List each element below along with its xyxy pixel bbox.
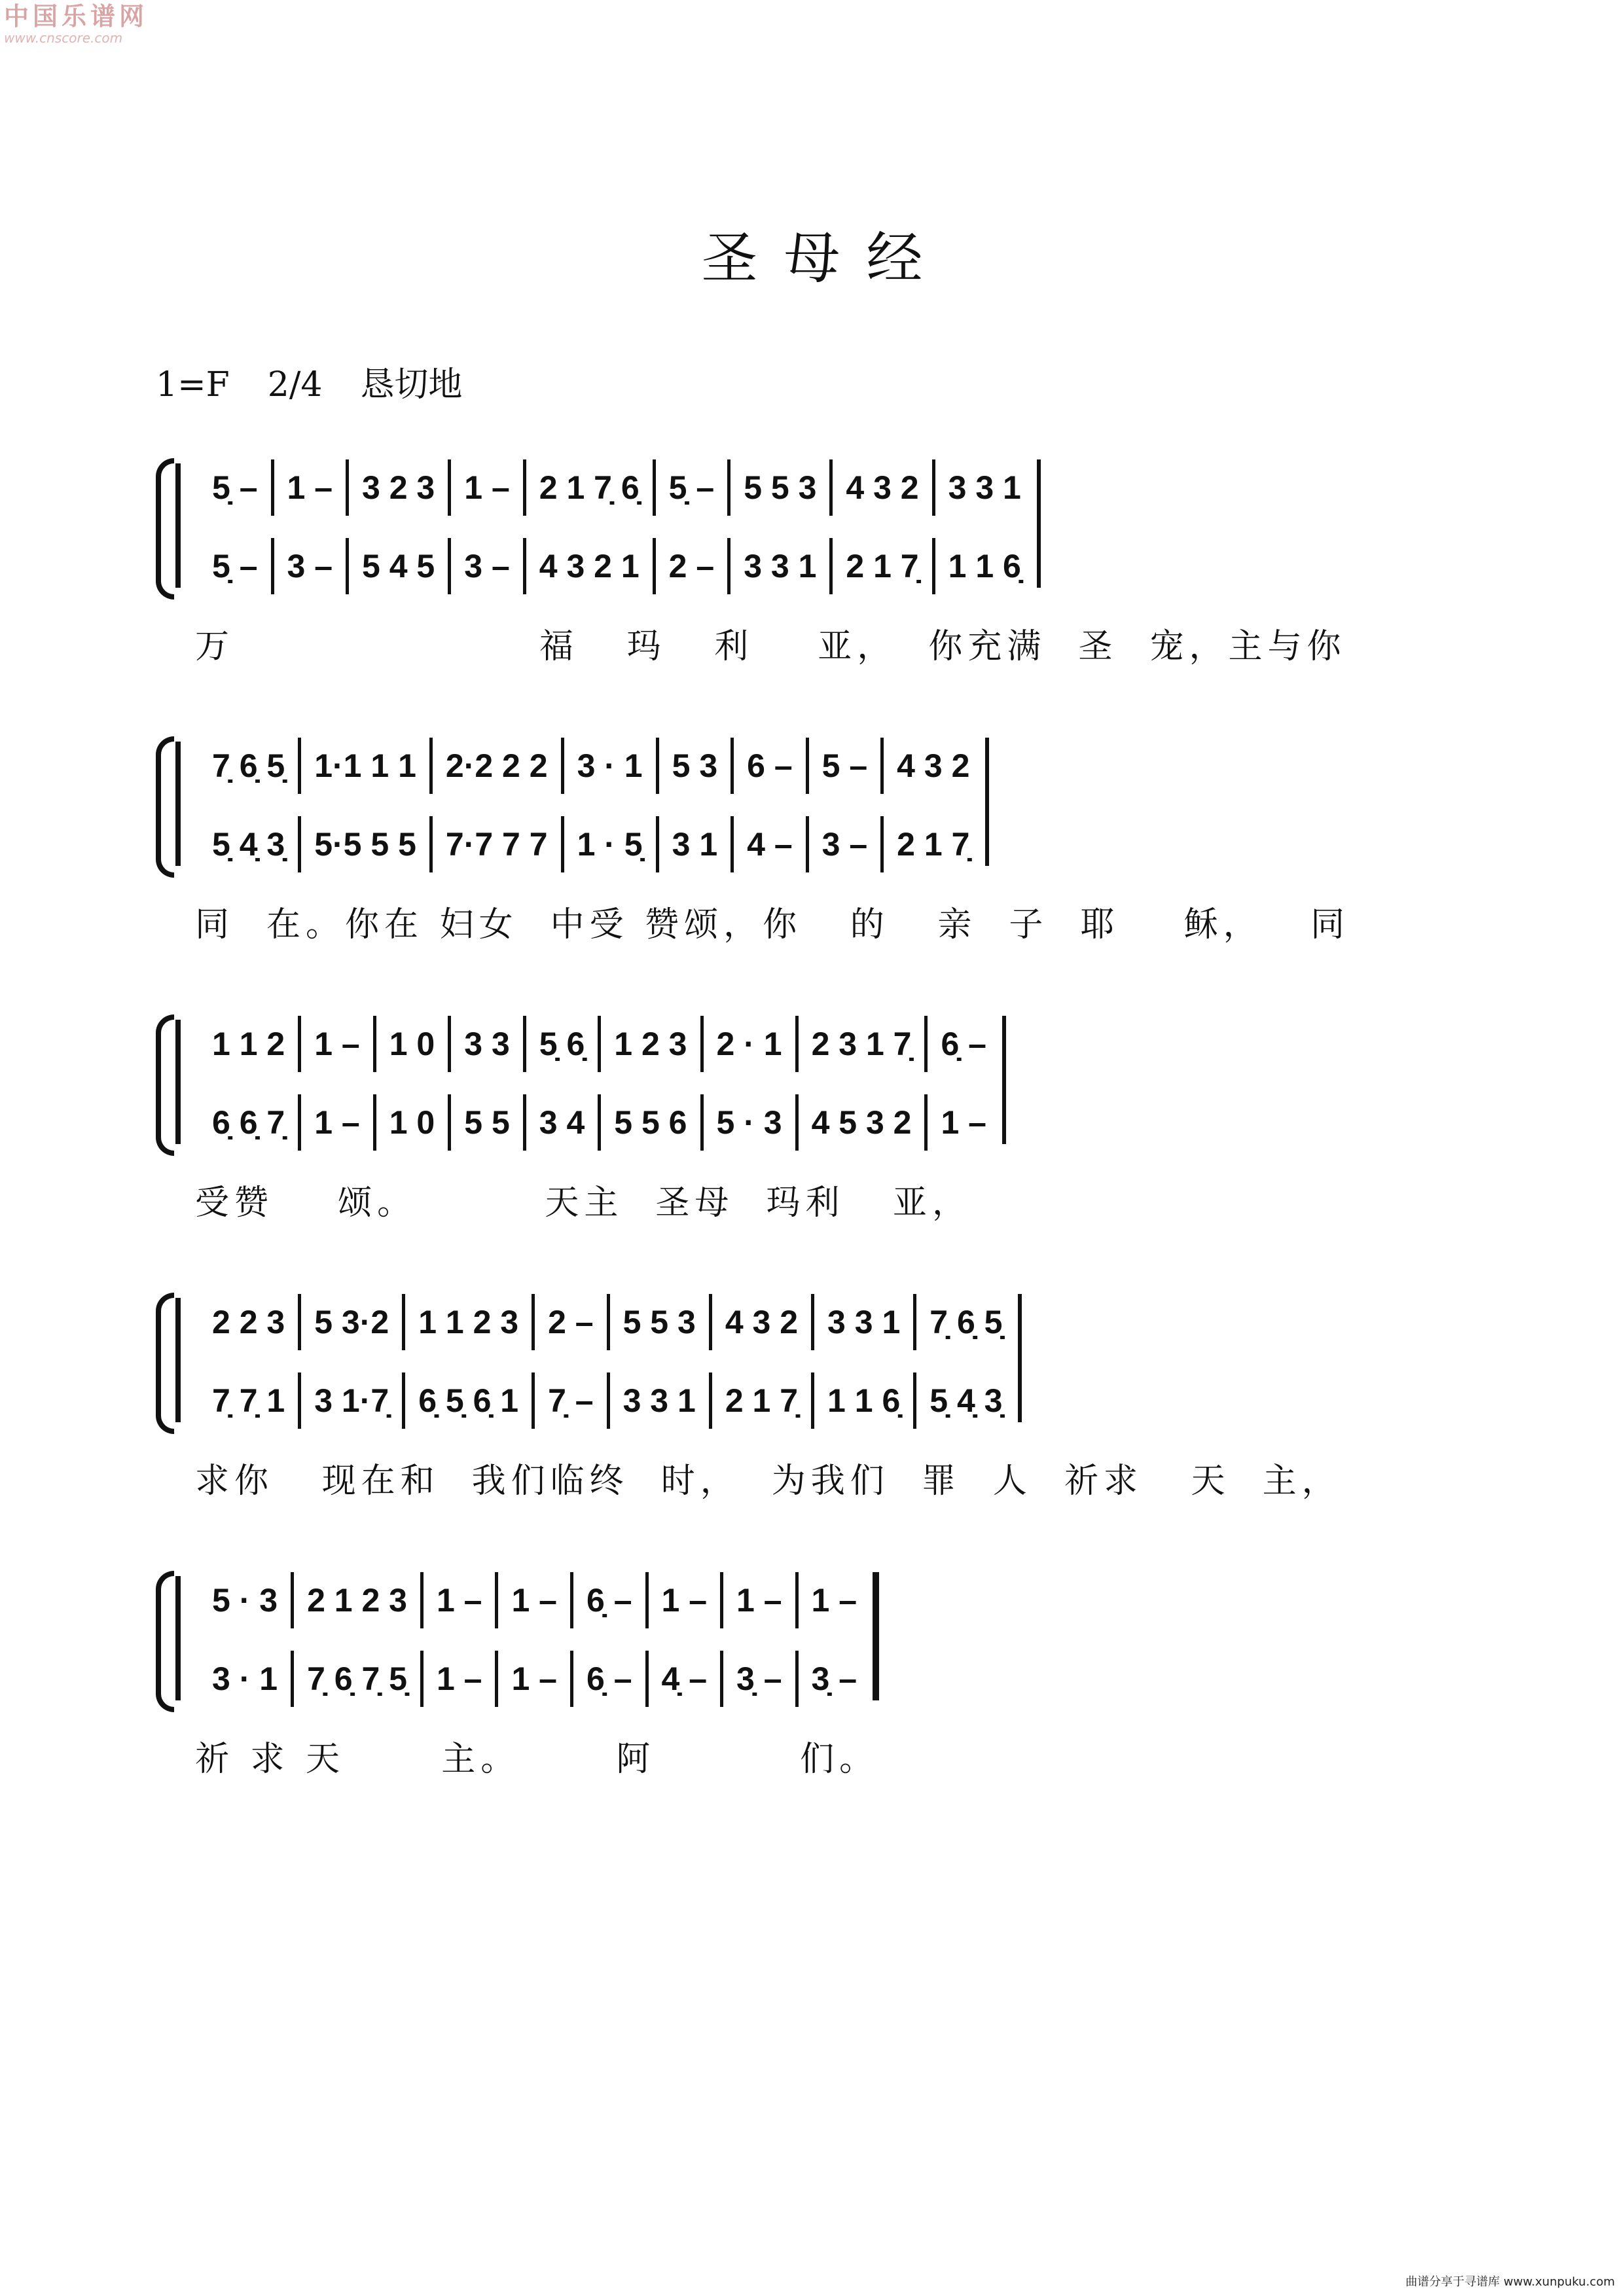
measure: 5 5 3 (623, 1304, 696, 1340)
barline (932, 538, 935, 594)
measure: 5̣ – (668, 469, 715, 506)
measure: 5 5 (464, 1104, 510, 1141)
measure: 4 5 3 2 (811, 1104, 912, 1141)
measure: 7̣ 6̣ 5̣ (929, 1304, 1003, 1340)
barline (420, 1651, 424, 1707)
barline (532, 1372, 535, 1429)
measure: 5̣ – (212, 548, 258, 584)
measure: 5·5 5 5 (314, 826, 416, 863)
end-barline (1037, 459, 1041, 588)
measure: 2 1 7̣ (725, 1382, 799, 1419)
system-bracket (156, 1293, 174, 1434)
measure: 5 3·2 (314, 1304, 389, 1340)
measure: 1 – (511, 1660, 557, 1697)
measure: 5 5 3 (744, 469, 817, 506)
system-barline (175, 1020, 181, 1144)
barline (727, 459, 731, 516)
measure: 1 1 6̣ (827, 1382, 901, 1419)
measure: 3 3 1 (827, 1304, 901, 1340)
barline (932, 459, 935, 516)
tempo-marking: 恳切地 (360, 365, 463, 404)
measure: 1 0 (389, 1104, 435, 1141)
measure: 3 – (464, 548, 510, 584)
watermark-logo: 中国乐谱网 (4, 1, 149, 31)
barline (523, 538, 526, 594)
measure: 3 3 1 (948, 469, 1021, 506)
barline (298, 1094, 301, 1151)
measure: 5 5 6 (614, 1104, 687, 1141)
measure: 7̣ 6̣ 5̣ (212, 747, 285, 784)
barline (298, 816, 301, 872)
measure: 1 – (314, 1026, 360, 1062)
barline (448, 1094, 451, 1151)
barline (420, 1572, 424, 1628)
upper-voice-row (203, 1021, 996, 1067)
measure: 5 3 (672, 747, 718, 784)
measure: 1 0 (389, 1026, 435, 1062)
barline (795, 1094, 799, 1151)
measure: 1 1 6̣ (948, 548, 1021, 584)
score-system (156, 736, 1622, 952)
page-title: 圣母经 (701, 226, 949, 291)
measure: 6̣ 6̣ 7̣ (212, 1104, 285, 1141)
barline (561, 738, 564, 794)
barline (570, 1651, 573, 1707)
measure: 6̣ – (586, 1660, 632, 1697)
barline (448, 1016, 451, 1072)
measure: 2 – (548, 1304, 594, 1340)
barline (653, 459, 656, 516)
lyrics-line: 万 福 玛 利 亚， 你充满 圣 宠，主与你 (195, 627, 1346, 666)
measure: 2 · 1 (716, 1026, 782, 1062)
barline (656, 738, 659, 794)
barline (913, 1372, 916, 1429)
barline (561, 816, 564, 872)
barline (795, 1651, 799, 1707)
barline (731, 738, 734, 794)
barline (880, 738, 884, 794)
measure: 6̣ – (586, 1582, 632, 1619)
measure: 3 1·7̣ (314, 1382, 389, 1419)
system-bracket (156, 736, 174, 878)
barline (570, 1572, 573, 1628)
measure: 4 3 2 (725, 1304, 799, 1340)
barline (795, 1572, 799, 1628)
measure: 1·1 1 1 (314, 747, 416, 784)
barline (645, 1572, 649, 1628)
measure: 2 3 1 7̣ (811, 1026, 912, 1062)
barline (709, 1294, 712, 1350)
measure: 3̣ – (736, 1660, 782, 1697)
measure: 1 – (661, 1582, 708, 1619)
system-barline (175, 1298, 181, 1422)
barline (700, 1094, 704, 1151)
measure: 3 1 (672, 826, 718, 863)
lyrics-line: 祈 求 天 主。 阿 们。 (195, 1740, 879, 1779)
barline (806, 738, 809, 794)
barline (448, 459, 451, 516)
measure: 5 – (821, 747, 868, 784)
measure: 2 2 3 (212, 1304, 285, 1340)
barline (720, 1651, 723, 1707)
barline (607, 1294, 610, 1350)
measure: 4 3 2 1 (539, 548, 640, 584)
barline (811, 1372, 814, 1429)
barline (727, 538, 731, 594)
measure: 6̣ – (941, 1026, 986, 1062)
measure: 3 – (821, 826, 868, 863)
measure: 5̣ 6̣ (539, 1026, 585, 1062)
barline (346, 538, 349, 594)
measure: 1 – (287, 469, 333, 506)
barline (373, 1016, 376, 1072)
barline (645, 1651, 649, 1707)
end-barline (1002, 1016, 1006, 1144)
measure: 7·7 7 7 (445, 826, 548, 863)
measure: 7̣ 7̣ 1 (212, 1382, 285, 1419)
barline (373, 1094, 376, 1151)
lower-voice-row (203, 1378, 1011, 1424)
upper-voice-row (203, 465, 1030, 511)
upper-voice-row (203, 743, 979, 789)
measure: 3 4 (539, 1104, 585, 1141)
measure: 2 1 7̣ (846, 548, 919, 584)
barline (709, 1372, 712, 1429)
barline (811, 1294, 814, 1350)
barline (271, 459, 274, 516)
measure: 1 – (464, 469, 510, 506)
score-meta (156, 365, 500, 404)
lyrics-line: 受赞 颂。 天主 圣母 玛利 亚， (195, 1183, 972, 1223)
barline (402, 1294, 405, 1350)
lower-voice-row (203, 1100, 996, 1145)
score-system (156, 458, 1622, 674)
upper-voice-row (203, 1577, 866, 1623)
measure: 3 · 1 (577, 747, 643, 784)
barline (795, 1016, 799, 1072)
barline (607, 1372, 610, 1429)
barline (495, 1572, 498, 1628)
barline (880, 816, 884, 872)
measure: 4 3 2 (846, 469, 919, 506)
barline (523, 1094, 526, 1151)
barline (924, 1016, 928, 1072)
system-bracket (156, 1571, 174, 1712)
measure: 4 3 2 (897, 747, 970, 784)
score-system (156, 1014, 1622, 1230)
barline (346, 459, 349, 516)
measure: 4 – (747, 826, 793, 863)
measure: 5̣ 4̣ 3̣ (929, 1382, 1003, 1419)
end-barline (1018, 1294, 1022, 1422)
measure: 1 2 3 (614, 1026, 687, 1062)
measure: 1 – (511, 1582, 557, 1619)
barline (653, 538, 656, 594)
measure: 1 · 5̣ (577, 826, 643, 863)
measure: 5̣ – (212, 469, 258, 506)
lower-voice-row (203, 1656, 866, 1702)
measure: 6 – (747, 747, 793, 784)
barline (298, 1294, 301, 1350)
measure: 3 – (287, 548, 333, 584)
barline (495, 1651, 498, 1707)
system-bracket (156, 458, 174, 600)
end-barline (985, 738, 989, 866)
upper-voice-row (203, 1299, 1011, 1345)
system-barline (175, 742, 181, 866)
lyrics-line: 同 在。你在 妇女 中受 赞颂，你 的 亲 子 耶 稣， 同 (195, 905, 1350, 944)
measure: 7̣ – (548, 1382, 594, 1419)
measure: 4̣ – (661, 1660, 708, 1697)
barline (532, 1294, 535, 1350)
footer-credit: 曲谱分享于寻谱库 www.xunpuku.com (1405, 2275, 1615, 2289)
measure: 1 – (811, 1582, 857, 1619)
final-barline (873, 1572, 879, 1700)
barline (298, 1016, 301, 1072)
barline (700, 1016, 704, 1072)
measure: 7̣ 6̣ 7̣ 5̣ (307, 1660, 407, 1697)
measure: 5 4 5 (362, 548, 435, 584)
barline (448, 538, 451, 594)
measure: 3 2 3 (362, 469, 435, 506)
measure: 2 1 7̣ 6̣ (539, 469, 640, 506)
barline (924, 1094, 928, 1151)
measure: 1 – (736, 1582, 782, 1619)
measure: 3 · 1 (212, 1660, 278, 1697)
barline (429, 738, 433, 794)
barline (829, 538, 833, 594)
lyrics-line: 求你 现在和 我们临终 时， 为我们 罪 人 祈求 天 主， (195, 1462, 1341, 1501)
measure: 1 – (314, 1104, 360, 1141)
measure: 1 1 2 (212, 1026, 285, 1062)
measure: 1 1 2 3 (418, 1304, 519, 1340)
watermark-url: www.cnscore.com (4, 30, 123, 46)
measure: 2 1 7̣ (897, 826, 970, 863)
barline (298, 738, 301, 794)
barline (598, 1094, 601, 1151)
barline (656, 816, 659, 872)
system-barline (175, 463, 181, 588)
barline (913, 1294, 916, 1350)
measure: 3̣ – (811, 1660, 857, 1697)
measure: 3 3 1 (623, 1382, 696, 1419)
measure: 5 · 3 (716, 1104, 782, 1141)
measure: 1 – (436, 1660, 482, 1697)
measure: 2 1 2 3 (307, 1582, 407, 1619)
measure: 3 3 1 (744, 548, 817, 584)
measure: 1 – (941, 1104, 986, 1141)
barline (731, 816, 734, 872)
measure: 6̣ 5̣ 6̣ 1 (418, 1382, 519, 1419)
score-system (156, 1293, 1622, 1509)
measure: 5̣ 4̣ 3̣ (212, 826, 285, 863)
barline (523, 459, 526, 516)
barline (291, 1651, 294, 1707)
barline (298, 1372, 301, 1429)
system-barline (175, 1576, 181, 1700)
measure: 1 – (436, 1582, 482, 1619)
barline (402, 1372, 405, 1429)
measure: 2 – (668, 548, 715, 584)
measure: 5 · 3 (212, 1582, 278, 1619)
barline (271, 538, 274, 594)
barline (291, 1572, 294, 1628)
barline (720, 1572, 723, 1628)
barline (806, 816, 809, 872)
lower-voice-row (203, 821, 979, 867)
measure: 2·2 2 2 (445, 747, 548, 784)
barline (429, 816, 433, 872)
time-signature: 2/4 (267, 365, 323, 404)
barline (598, 1016, 601, 1072)
system-bracket (156, 1014, 174, 1156)
key-signature: 1=F (156, 365, 230, 404)
score-system (156, 1571, 1622, 1787)
barline (523, 1016, 526, 1072)
lower-voice-row (203, 543, 1030, 589)
measure: 3 3 (464, 1026, 510, 1062)
barline (829, 459, 833, 516)
watermark (4, 1, 149, 46)
